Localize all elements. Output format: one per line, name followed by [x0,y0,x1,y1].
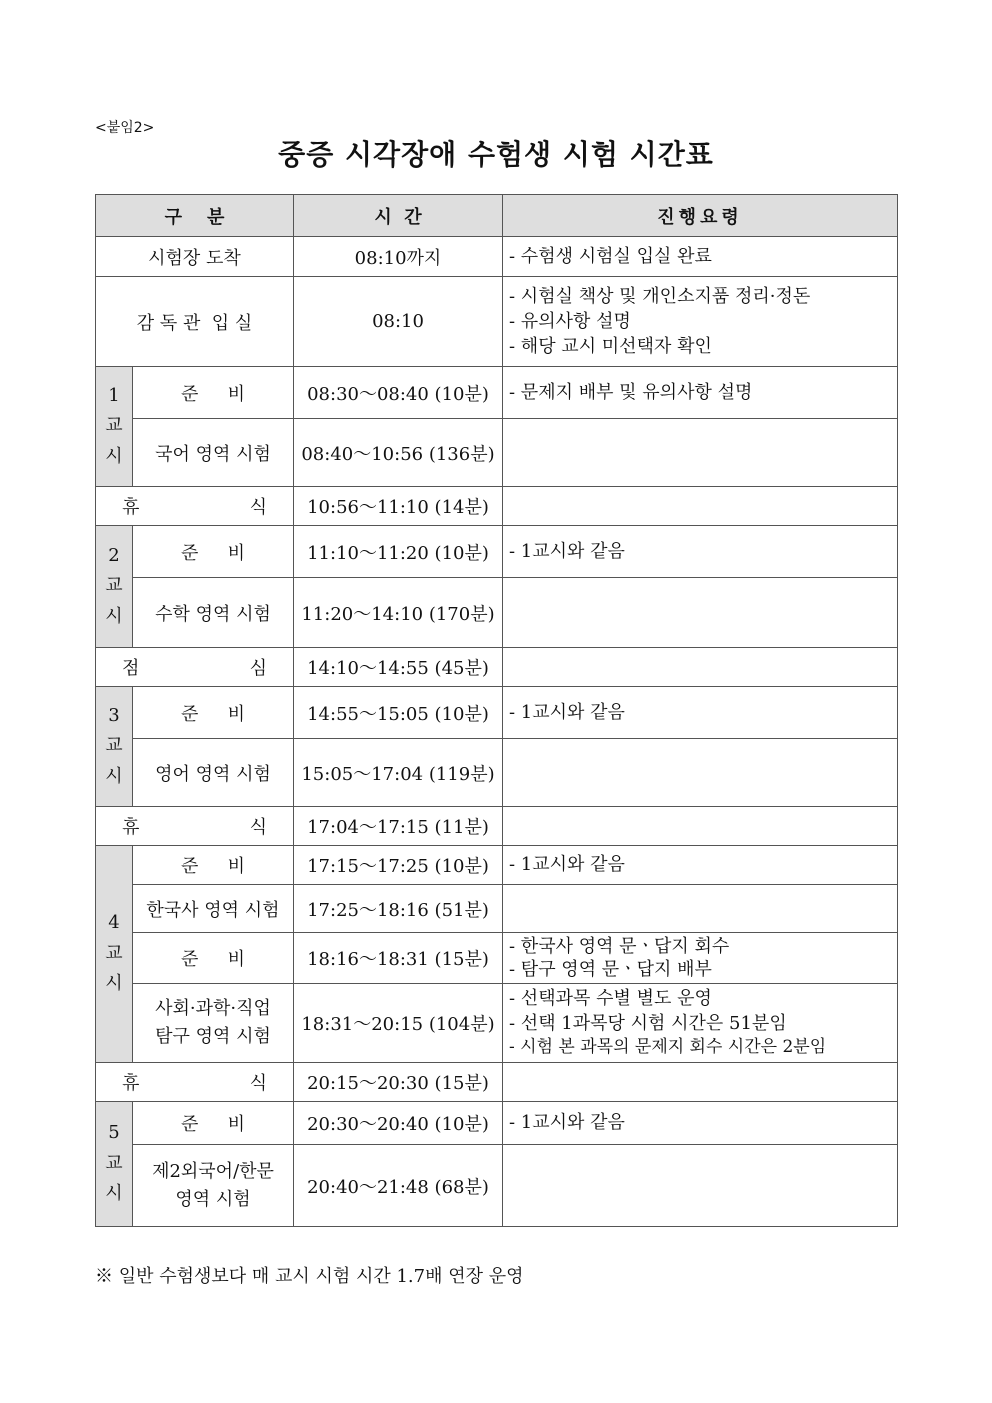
header-category: 구 분 [96,195,294,237]
p3-exam-notes [503,739,898,807]
p1-exam-time: 08:40～10:56 (136분) [294,419,503,487]
p5-exam-notes [503,1145,898,1227]
p4-inquiry-label: 사회·과학·직업 탐구 영역 시험 [133,984,294,1063]
break1-notes [503,487,898,526]
header-procedure: 진행요령 [503,195,898,237]
p5-prep-label: 준 비 [133,1102,294,1145]
table-row-p1-prep [96,367,898,419]
p1-prep-note: - 문제지 배부 및 유의사항 설명 [503,367,898,419]
table-row-p1-exam [96,419,898,487]
break1-label: 휴 식 [96,487,294,526]
period-3-label: 3 교 시 [96,687,133,807]
header-time: 시 간 [294,195,503,237]
table-row-lunch [96,648,898,687]
table-row-p4-history [96,885,898,933]
p4-history-label: 한국사 영역 시험 [133,885,294,933]
table-row-p4-inquiry [96,984,898,1063]
arrival-time: 08:10까지 [294,237,503,277]
break3-notes [503,1063,898,1102]
period-4-label: 4 교 시 [96,846,133,1063]
p4-prep2-notes: - 한국사 영역 문ㆍ답지 회수 - 탐구 영역 문ㆍ답지 배부 [503,933,898,984]
schedule-table [95,194,898,1227]
p3-prep-note: - 1교시와 같음 [503,687,898,739]
break2-time: 17:04～17:15 (11분) [294,807,503,846]
p5-prep-note: - 1교시와 같음 [503,1102,898,1145]
p4-history-notes [503,885,898,933]
p4-inquiry-time: 18:31～20:15 (104분) [294,984,503,1063]
period-2-label: 2 교 시 [96,526,133,648]
p2-exam-label: 수학 영역 시험 [133,578,294,648]
table-row-p2-exam [96,578,898,648]
p2-exam-notes [503,578,898,648]
p4-prep2-time: 18:16～18:31 (15분) [294,933,503,984]
period-1-label: 1 교 시 [96,367,133,487]
attachment-tag: <붙임2> [95,120,155,136]
p3-exam-label: 영어 영역 시험 [133,739,294,807]
period-5-label: 5 교 시 [96,1102,133,1227]
break3-time: 20:15～20:30 (15분) [294,1063,503,1102]
p5-exam-time: 20:40～21:48 (68분) [294,1145,503,1227]
proctor-time: 08:10 [294,277,503,367]
table-row-p4-prep2 [96,933,898,984]
break2-label: 휴 식 [96,807,294,846]
table-row-break1 [96,487,898,526]
proctor-label: 감 독 관 입 실 [96,277,294,367]
table-row-break3 [96,1063,898,1102]
p4-prep1-label: 준 비 [133,846,294,885]
table-row-proctor [96,277,898,367]
p4-history-time: 17:25～18:16 (51분) [294,885,503,933]
p4-prep1-note: - 1교시와 같음 [503,846,898,885]
p2-prep-label: 준 비 [133,526,294,578]
page-title: 중증 시각장애 수험생 시험 시간표 [278,138,714,171]
break1-time: 10:56～11:10 (14분) [294,487,503,526]
lunch-time: 14:10～14:55 (45분) [294,648,503,687]
p2-prep-note: - 1교시와 같음 [503,526,898,578]
footnote: ※ 일반 수험생보다 매 교시 시험 시간 1.7배 연장 운영 [95,1266,524,1287]
p4-prep2-label: 준 비 [133,933,294,984]
p3-prep-label: 준 비 [133,687,294,739]
p3-prep-time: 14:55～15:05 (10분) [294,687,503,739]
lunch-notes [503,648,898,687]
p3-exam-time: 15:05～17:04 (119분) [294,739,503,807]
break2-notes [503,807,898,846]
p1-exam-label: 국어 영역 시험 [133,419,294,487]
table-row-p3-exam [96,739,898,807]
p5-exam-label: 제2외국어/한문 영역 시험 [133,1145,294,1227]
p2-exam-time: 11:20～14:10 (170분) [294,578,503,648]
p4-inquiry-notes: - 선택과목 수별 별도 운영 - 선택 1과목당 시험 시간은 51분임 - 시험 본 과목의 문제지 회수 시간은 2분임 [503,984,898,1063]
table-row-p3-prep [96,687,898,739]
lunch-label: 점 심 [96,648,294,687]
arrival-label: 시험장 도착 [96,237,294,277]
p1-exam-notes [503,419,898,487]
table-row-p4-prep1 [96,846,898,885]
table-row-p2-prep [96,526,898,578]
proctor-notes: - 시험실 책상 및 개인소지품 정리·정돈 - 유의사항 설명 - 해당 교시 미선택자 확인 [503,277,898,367]
p2-prep-time: 11:10～11:20 (10분) [294,526,503,578]
table-row-arrival [96,237,898,277]
p1-prep-time: 08:30～08:40 (10분) [294,367,503,419]
p4-prep1-time: 17:15～17:25 (10분) [294,846,503,885]
table-row-p5-prep [96,1102,898,1145]
p1-prep-label: 준 비 [133,367,294,419]
table-row-break2 [96,807,898,846]
header-row [96,195,898,237]
arrival-notes: - 수험생 시험실 입실 완료 [503,237,898,277]
break3-label: 휴 식 [96,1063,294,1102]
p5-prep-time: 20:30～20:40 (10분) [294,1102,503,1145]
table-row-p5-exam [96,1145,898,1227]
